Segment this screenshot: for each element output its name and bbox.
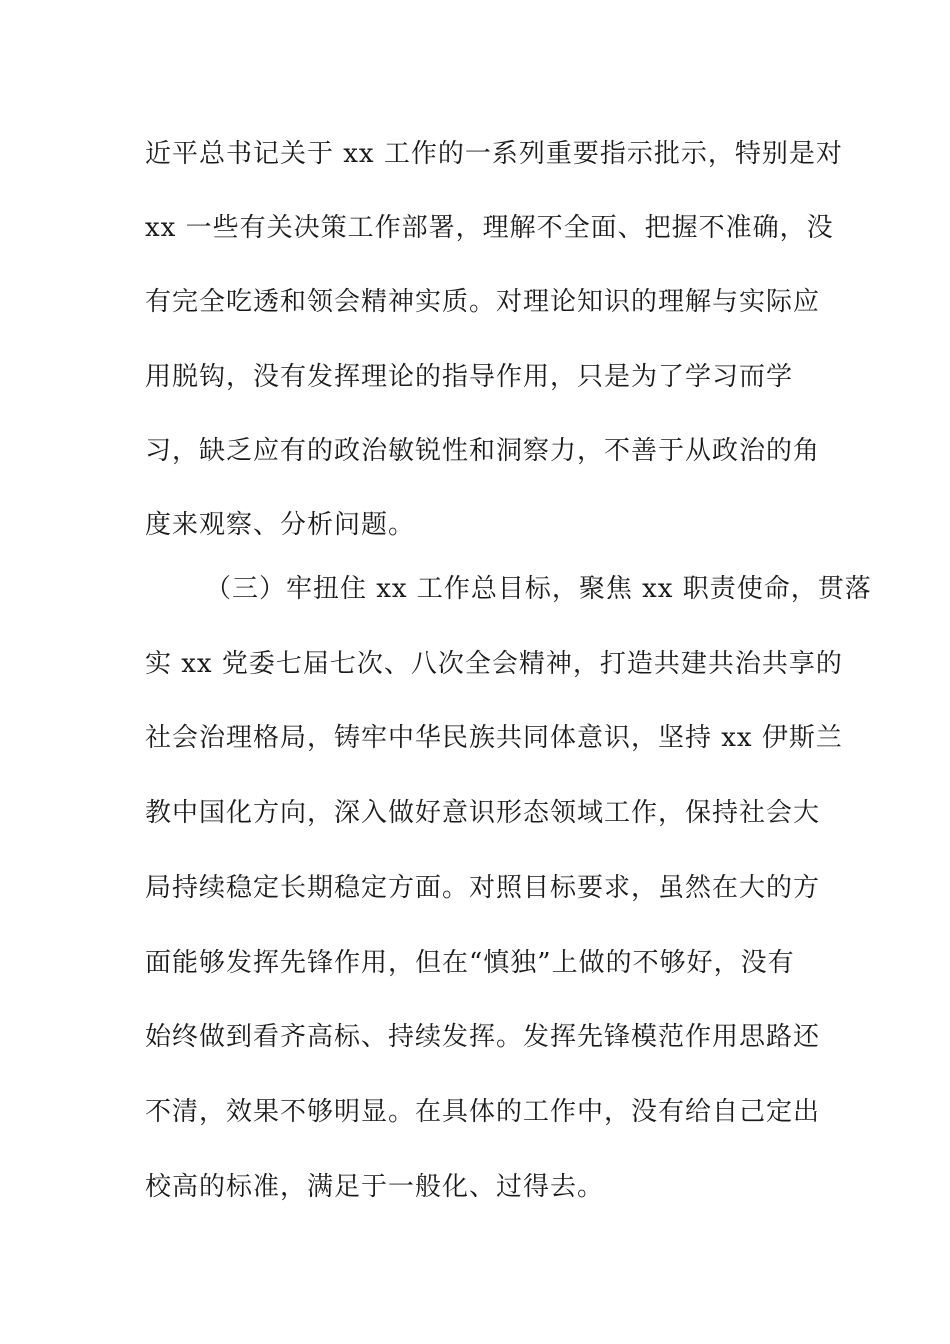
paragraph-heading-line: （三）牢扭住 xx 工作总目标，聚焦 xx 职责使命，贯落 — [205, 574, 872, 604]
text-line: 面能够发挥先锋作用，但在“慎独”上做的不够好，没有 — [145, 948, 795, 978]
text-line: 社会治理格局，铸牢中华民族共同体意识，坚持 xx 伊斯兰 — [145, 723, 843, 753]
text-line: 有完全吃透和领会精神实质。对理论知识的理解与实际应 — [145, 287, 821, 317]
text-line: 不清，效果不够明显。在具体的工作中，没有给自己定出 — [145, 1097, 821, 1127]
text-line: xx 一些有关决策工作部署，理解不全面、把握不准确，没 — [145, 213, 834, 243]
text-line: 校高的标准，满足于一般化、过得去。 — [145, 1172, 605, 1202]
text-line: 始终做到看齐高标、持续发挥。发挥先锋模范作用思路还 — [145, 1022, 821, 1052]
text-line: 近平总书记关于 xx 工作的一系列重要指示批示，特别是对 — [145, 139, 843, 169]
text-line: 用脱钩，没有发挥理论的指导作用，只是为了学习而学 — [145, 362, 794, 392]
text-line: 度来观察、分析问题。 — [145, 510, 416, 540]
text-line: 实 xx 党委七届七次、八次全会精神，打造共建共治共享的 — [145, 649, 843, 679]
text-line: 教中国化方向，深入做好意识形态领域工作，保持社会大 — [145, 798, 821, 828]
text-line: 局持续稳定长期稳定方面。对照目标要求，虽然在大的方 — [145, 873, 821, 903]
text-line: 习，缺乏应有的政治敏锐性和洞察力，不善于从政治的角 — [145, 436, 821, 466]
